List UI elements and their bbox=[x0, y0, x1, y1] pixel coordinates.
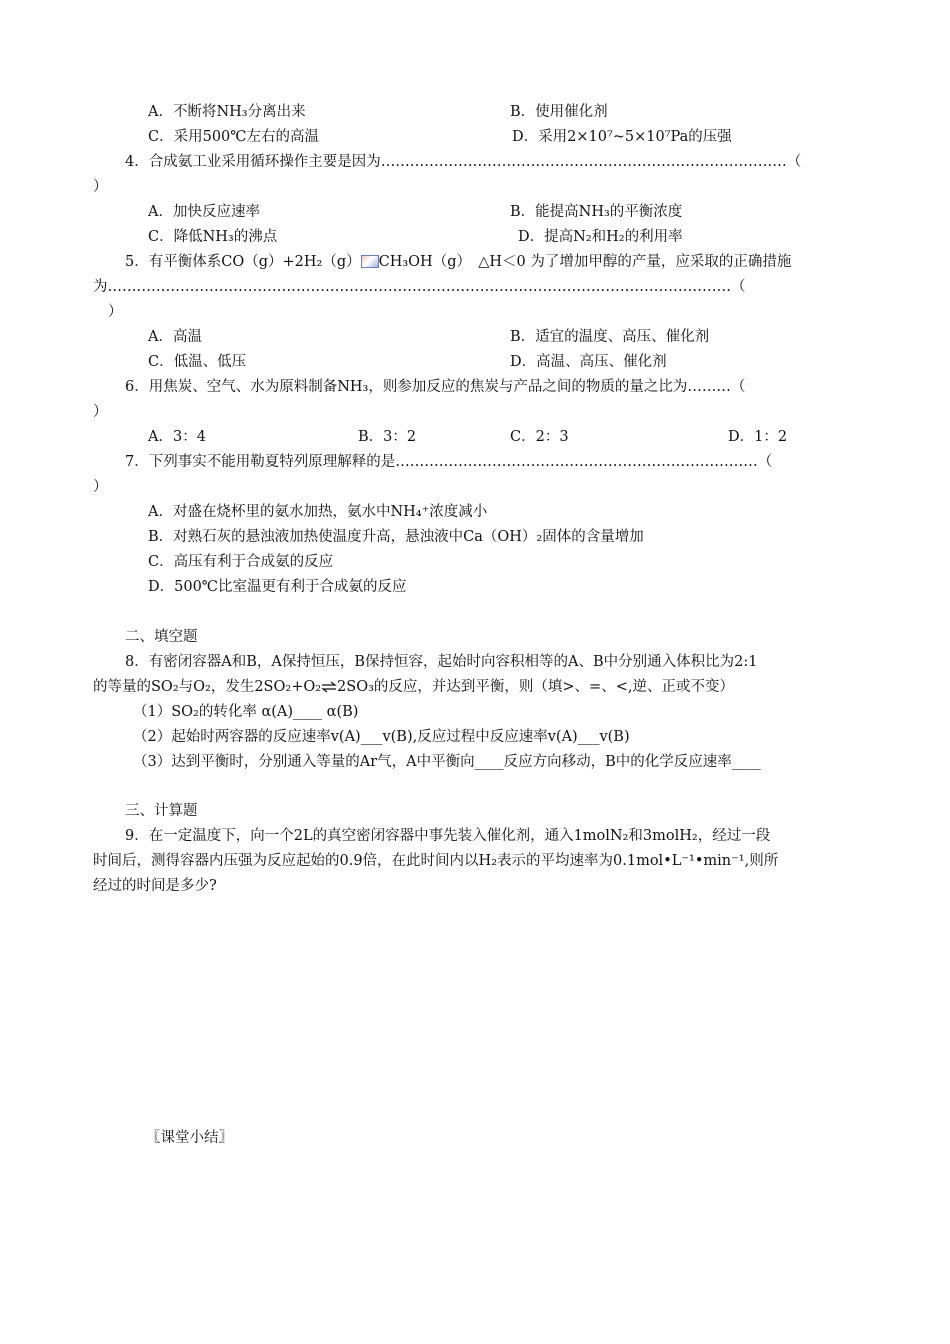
q7-option-b: B．对熟石灰的悬浊液加热使温度升高，悬浊液中Ca（OH）₂固体的含量增加 bbox=[148, 529, 644, 545]
q8-line1: 8．有密闭容器A和B，A保持恒压，B保持恒容，起始时向容积相等的A、B中分别通入体积比为2:1 bbox=[125, 654, 758, 670]
q5-stem-after: CH₃OH（g） △H＜0 为了增加甲醇的产量，应采取的正确措施 bbox=[378, 254, 792, 270]
q8-line2-after: 2SO₃的反应，并达到平衡，则（填>、=、<,逆、正或不变） bbox=[337, 679, 734, 695]
q9-line3: 经过的时间是多少? bbox=[93, 878, 217, 894]
q9-line2: 时间后，测得容器内压强为反应起始的0.9倍，在此时间内以H₂表示的平均速率为0.1mol•L⁻¹•min⁻¹,则所 bbox=[93, 853, 779, 869]
q5-stem-before: 5．有平衡体系CO（g）+2H₂（g） bbox=[125, 254, 361, 270]
q4-option-a: A．加快反应速率 bbox=[148, 204, 260, 220]
q5-stem-line2: 为…………………………………………………………………………………………………………………（ bbox=[93, 279, 746, 295]
q7-option-d: D．500℃比室温更有利于合成氨的反应 bbox=[148, 579, 407, 595]
class-summary-heading: 〖课堂小结〗 bbox=[146, 1130, 233, 1146]
q6-stem: 6．用焦炭、空气、水为原料制备NH₃，则参加反应的焦炭与产品之间的物质的量之比为………（ bbox=[125, 379, 746, 395]
q5-option-a: A．高温 bbox=[148, 329, 202, 345]
q5-option-d: D．高温、高压、催化剂 bbox=[510, 354, 667, 370]
q7-option-c: C．高压有利于合成氨的反应 bbox=[148, 554, 334, 570]
q6-option-c: C．2：3 bbox=[510, 429, 569, 445]
section3-heading: 三、计算题 bbox=[125, 803, 198, 819]
q6-option-a: A．3：4 bbox=[148, 429, 206, 445]
q4-option-d: D．提高N₂和H₂的利用率 bbox=[518, 229, 683, 245]
q7-stem: 7．下列事实不能用勒夏特列原理解释的是…………………………………………………………………（ bbox=[125, 454, 773, 470]
q3-option-b: B．使用催化剂 bbox=[510, 104, 608, 120]
q4-close-paren: ） bbox=[93, 179, 108, 195]
q4-option-b: B．能提高NH₃的平衡浓度 bbox=[510, 204, 683, 220]
q9-line1: 9．在一定温度下，向一个2L的真空密闭容器中事先装入催化剂，通入1molN₂和3molH₂，经过一段 bbox=[125, 828, 771, 844]
q8-part1: （1）SO₂的转化率 α(A)____ α(B) bbox=[133, 704, 359, 720]
q7-close-paren: ） bbox=[93, 479, 108, 495]
q8-line2-before: 的等量的SO₂与O₂，发生2SO₂+O₂ bbox=[93, 679, 322, 695]
q3-option-c: C．采用500℃左右的高温 bbox=[148, 129, 319, 145]
q8-line2 bbox=[93, 677, 734, 697]
q8-part2: （2）起始时两容器的反应速率v(A)___v(B),反应过程中反应速率v(A)___v(B) bbox=[133, 729, 630, 745]
q5-option-c: C．低温、低压 bbox=[148, 354, 247, 370]
section2-heading: 二、填空题 bbox=[125, 629, 198, 645]
q5-close-paren: ） bbox=[108, 304, 123, 320]
q5-stem bbox=[125, 252, 791, 272]
q6-option-b: B．3：2 bbox=[358, 429, 417, 445]
equilibrium-image-icon bbox=[361, 255, 379, 268]
q4-stem: 4．合成氨工业采用循环操作主要是因为…………………………………………………………………………（ bbox=[125, 154, 802, 170]
q4-option-c: C．降低NH₃的沸点 bbox=[148, 229, 278, 245]
q6-close-paren: ） bbox=[93, 404, 108, 420]
q8-part3: （3）达到平衡时，分别通入等量的Ar气，A中平衡向____反应方向移动，B中的化学反应速率____ bbox=[133, 754, 761, 770]
q3-option-d: D．采用2×10⁷~5×10⁷Pa的压强 bbox=[512, 129, 732, 145]
q5-option-b: B．适宜的温度、高压、催化剂 bbox=[510, 329, 710, 345]
q7-option-a: A．对盛在烧杯里的氨水加热，氨水中NH₄⁺浓度减小 bbox=[148, 504, 488, 520]
q6-option-d: D．1：2 bbox=[728, 429, 788, 445]
q3-option-a: A．不断将NH₃分离出来 bbox=[148, 104, 306, 120]
reversible-arrow-icon bbox=[321, 681, 337, 693]
